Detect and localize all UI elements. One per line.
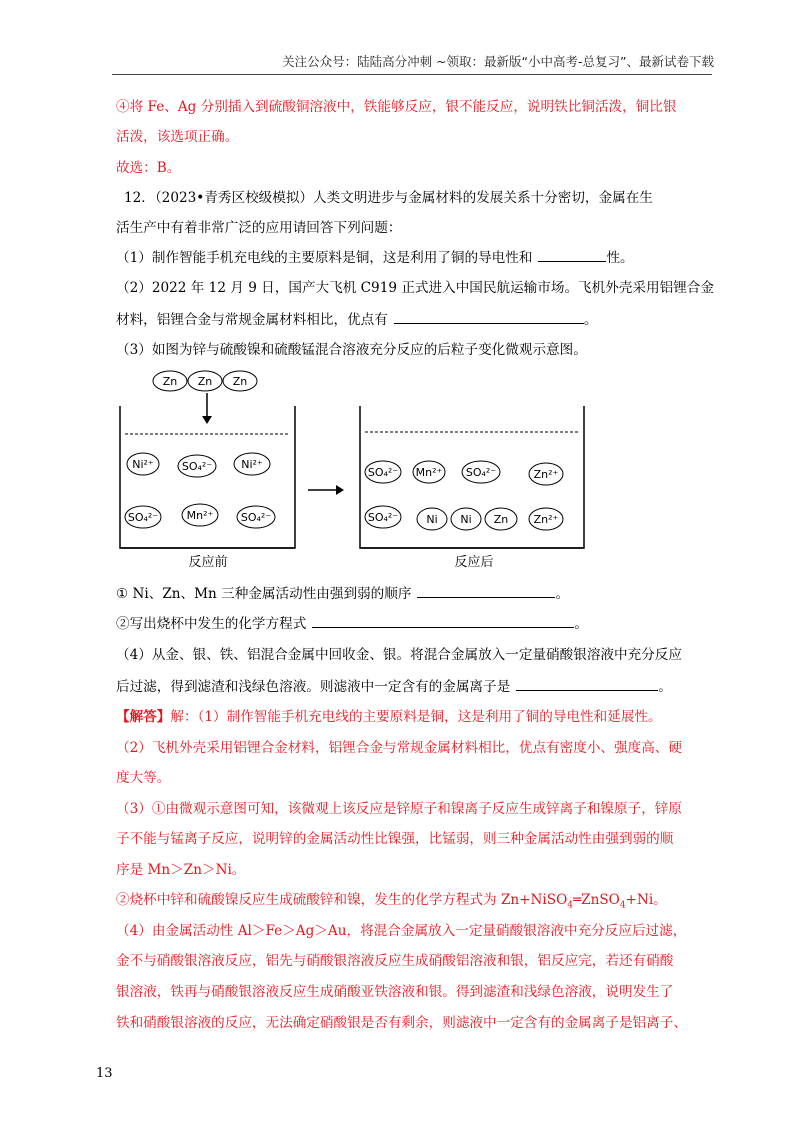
ion-label: Zn²⁺ <box>533 513 559 526</box>
equation-part: +Ni。 <box>625 892 667 908</box>
ion-label: SO₄²⁻ <box>465 466 497 479</box>
answer-line-3: 度大等。 <box>116 770 171 786</box>
equation-part: ②烧杯中锌和硫酸镍反应生成硫酸锌和镍，发生的化学方程式为 Zn+NiSO <box>116 892 568 908</box>
ion-label: SO₄²⁻ <box>181 460 213 473</box>
question-part-3a-text: ① Ni、Zn、Mn 三种金属活动性由强到弱的顺序 <box>116 586 412 602</box>
question-part-1 <box>116 248 634 268</box>
question-intro: 活生产中有着非常广泛的应用请回答下列问题： <box>116 220 402 236</box>
answer-line-10: 银溶液，铁再与硝酸银溶液反应生成硝酸亚铁溶液和银。得到滤渣和浅绿色溶液，说明发生了 <box>116 984 674 1000</box>
answer-blank <box>394 311 584 324</box>
atom-label: Zn <box>493 513 509 526</box>
answer-line-1 <box>116 707 662 727</box>
question-part-2b-text: 材料，铝锂合金与常规金属材料相比，优点有 <box>116 312 388 328</box>
text-line-3: 故选：B。 <box>116 160 181 176</box>
ion-label: Mn²⁺ <box>186 509 214 522</box>
ion-label: Zn²⁺ <box>533 468 559 481</box>
answer-line-1-text: 解：（1）制作智能手机充电线的主要原料是铜，这是利用了铜的导电性和延展性。 <box>170 709 662 725</box>
question-part-4b <box>116 677 672 697</box>
answer-line-4: （3）①由微观示意图可知，该微观上该反应是锌原子和镍离子反应生成锌离子和镍原子，锌原 <box>116 801 682 817</box>
question-part-1-end: 性。 <box>606 250 634 266</box>
question-title: 12．（2023•青秀区校级模拟）人类文明进步与金属材料的发展关系十分密切，金属在生 <box>124 190 653 206</box>
equation-part: ═ZnSO <box>572 892 620 908</box>
question-part-2b <box>116 310 597 330</box>
answer-blank <box>538 249 606 262</box>
atom-label: Ni <box>460 513 472 526</box>
reaction-diagram <box>112 362 602 577</box>
question-part-3b <box>116 614 588 634</box>
ion-label: Ni²⁺ <box>241 458 263 471</box>
answer-line-11: 铁和硝酸银溶液的反应，无法确定硝酸银是否有剩余，则滤液中一定含有的金属离子是铝离子、 <box>116 1015 687 1031</box>
question-part-4b-text: 后过滤，得到滤渣和浅绿色溶液。则滤液中一定含有的金属离子是 <box>116 679 511 695</box>
ion-label: SO₄²⁻ <box>240 511 272 524</box>
zn-label: Zn <box>197 375 213 388</box>
zn-label: Zn <box>232 375 248 388</box>
ion-label: Mn²⁺ <box>415 466 443 479</box>
down-arrow-head-icon <box>202 416 212 424</box>
atom-label: Ni <box>426 513 438 526</box>
label-before: 反应前 <box>188 555 228 570</box>
zn-label: Zn <box>162 375 178 388</box>
label-after: 反应后 <box>454 555 494 570</box>
ion-label: SO₄²⁻ <box>367 466 399 479</box>
answer-line-6: 序是 Mn＞Zn＞Ni。 <box>116 862 246 878</box>
answer-blank <box>516 678 658 691</box>
question-part-4a: （4）从金、银、铁、铝混合金属中回收金、银。将混合金属放入一定量硝酸银溶液中充分反应 <box>116 647 682 663</box>
equation-subscript: 4 <box>619 900 626 911</box>
question-part-4b-end: 。 <box>658 679 672 695</box>
question-part-3a-end: 。 <box>555 586 570 602</box>
equation-subscript: 4 <box>567 900 573 911</box>
question-part-2a: （2）2022 年 12 月 9 日，国产大飞机 C919 正式进入中国民航运输市场。飞机外壳采用铝锂合金 <box>116 280 714 296</box>
text-line-1: ④将 Fe、Ag 分别插入到硫酸铜溶液中，铁能够反应，银不能反应，说明铁比铜活泼，铜比银 <box>116 99 677 115</box>
right-arrow-head-icon <box>336 485 344 495</box>
beaker-before <box>120 406 295 548</box>
question-part-1-text: （1）制作智能手机充电线的主要原料是铜，这是利用了铜的导电性和 <box>116 250 533 266</box>
text-line-2: 活泼，该选项正确。 <box>116 129 239 145</box>
question-part-3b-text: ②写出烧杯中发生的化学方程式 <box>116 616 307 632</box>
answer-blank <box>312 615 574 628</box>
question-part-3b-end: 。 <box>574 616 588 632</box>
answer-line-9: 金不与硝酸银溶液反应，铝先与硝酸银溶液反应生成硝酸铝溶液和银，铝反应完，若还有硝酸 <box>116 953 674 969</box>
question-part-3: （3）如图为锌与硫酸镍和硫酸锰混合溶液充分反应的后粒子变化微观示意图。 <box>116 342 587 358</box>
answer-line-7 <box>116 890 667 916</box>
ion-label: SO₄²⁻ <box>367 511 399 524</box>
answer-line-5: 子不能与锰离子反应，说明锌的金属活动性比镍强，比锰弱，则三种金属活动性由强到弱的顺 <box>116 831 674 847</box>
page-header: 关注公众号：陆陆高分冲刺 ~领取：最新版“小中高考-总复习”、最新试卷下载 <box>282 54 714 69</box>
ion-label: Ni²⁺ <box>132 458 154 471</box>
answer-line-8: （4）由金属活动性 Al＞Fe＞Ag＞Au，将混合金属放入一定量硝酸银溶液中充分反应后过滤， <box>116 923 687 939</box>
ion-label: SO₄²⁻ <box>127 511 159 524</box>
question-part-2b-end: 。 <box>583 312 598 328</box>
answer-blank <box>417 585 555 598</box>
answer-tag: 【解答】 <box>116 709 171 725</box>
answer-line-2: （2）飞机外壳采用铝锂合金材料，铝锂合金与常规金属材料相比，优点有密度小、强度高、硬 <box>116 740 682 756</box>
question-part-3a <box>116 584 569 604</box>
page-number: 13 <box>96 1066 113 1081</box>
header-rule <box>112 74 712 75</box>
